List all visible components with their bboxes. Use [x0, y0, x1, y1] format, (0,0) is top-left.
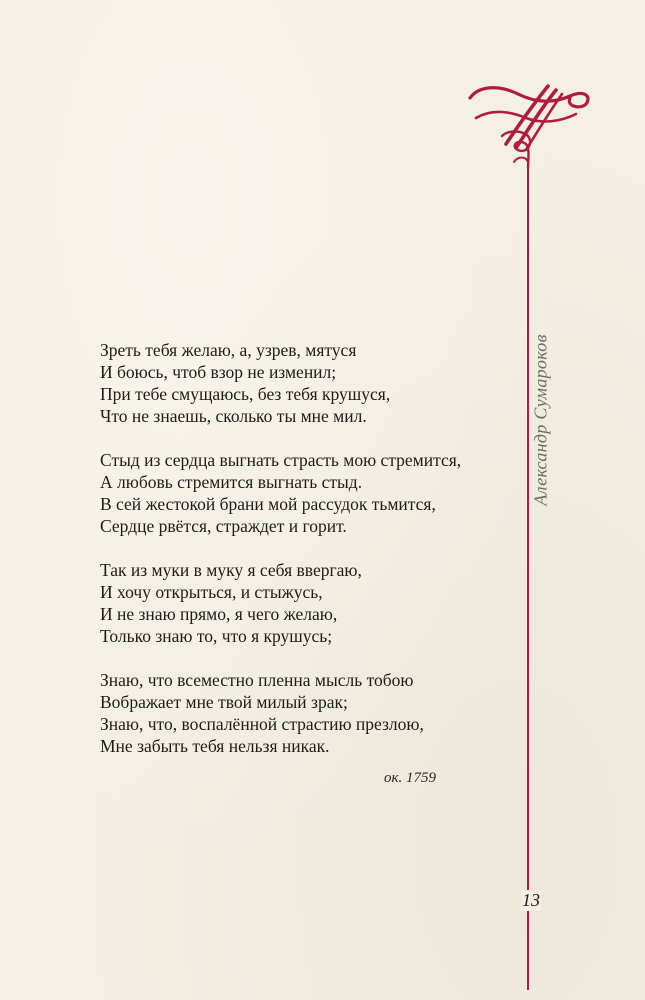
poem-line: Что не знаешь, сколько ты мне мил. [100, 406, 367, 426]
poem-line: Вображает мне твой милый зрак; [100, 692, 348, 712]
poem [100, 339, 510, 779]
poem-line: И не знаю прямо, я чего желаю, [100, 604, 338, 624]
poem-line: Мне забыть тебя нельзя никак. [100, 736, 330, 756]
author-name: Александр Сумароков [530, 334, 551, 506]
poem-line: Зреть тебя желаю, а, узрев, мятуся [100, 340, 357, 360]
vertical-rule [527, 160, 529, 990]
stanza [100, 669, 510, 757]
poem-line: В сей жестокой брани мой рассудок тьмится, [100, 494, 436, 514]
stanza [100, 449, 510, 537]
poem-date: ок. 1759 [384, 770, 437, 786]
poem-line: А любовь стремится выгнать стыд. [100, 472, 363, 492]
poem-line: Так из муки в муку я себя ввергаю, [100, 560, 362, 580]
poem-line: И боюсь, чтоб взор не изменил; [100, 362, 337, 382]
poem-line: Стыд из сердца выгнать страсть мою стремится, [100, 450, 462, 470]
poem-line: Знаю, что, воспалённой страстию презлою, [100, 714, 424, 734]
stanza [100, 559, 510, 647]
poem-line: При тебе смущаюсь, без тебя крушуся, [100, 384, 391, 404]
flourish-ornament-icon [462, 78, 602, 173]
poem-line: Знаю, что всеместно пленна мысль тобою [100, 670, 414, 690]
poem-line: Сердце рвётся, страждет и горит. [100, 516, 347, 536]
stanza [100, 339, 510, 427]
poem-line: Только знаю то, что я крушусь; [100, 626, 333, 646]
page-number: 13 [522, 890, 540, 910]
poem-line: И хочу открыться, и стыжусь, [100, 582, 323, 602]
